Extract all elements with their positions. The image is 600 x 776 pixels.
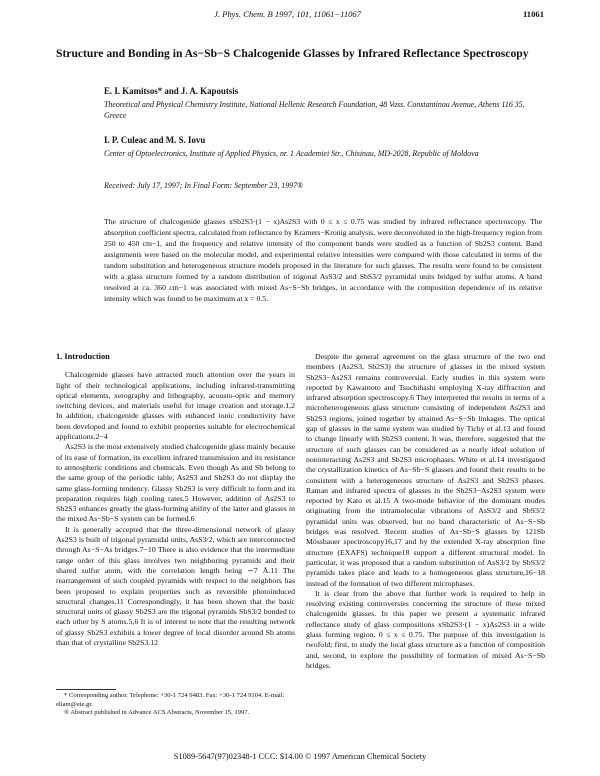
paragraph: Despite the general agreement on the glass structure of the two end members (As2S3, Sb2S3) the structure of glasses in the mixed system Sb2S3−As2S3 remains controversial. Early studies in this system were reported by Kawamoto and Tsuchihashi employing X-ray diffraction and infrared absorption spectroscopy.6 They interpreted the results in terms of a microheterogeneous glass structure consisting of independent As2S3 and Sb2S3 regions, joined together by strained As−S−Sb linkages. The optical gap of glasses in the same system was studied by Tichy et al.13 and found to change linearly with Sb2S3 content. It was, therefore, suggested that the structure of such glasses can be considered as a nearly ideal solution of noninteracting As2S3 and Sb2S3 microphases. White et al.14 investigated the crystallization kinetics of As−Sb−S glasses and found their results to be consistent with a heterogeneous structure of As2S3 and Sb2S3 phases. Raman and infrared spectra of glasses in the Sb2S3−As2S3 system were reported by Kato et al.15 A two-mode behavior of the dominant modes originating from the intramolecular vibrations of AsS3/2 and SbS3/2 pyramidal units was observed, but no band characteristic of As−S−Sb bridges was resolved. Recent studies of As−Sb−S glasses by 121Sb Mössbauer spectroscopy16,17 and by the extended X-ray absorption fine structure (EXAFS) technique18 support a different structural model. In particular, it was proposed that a random substitution of AsS3/2 by SbS3/2 pyramids takes place and leads to a homogeneous glass structure,16−18 instead of the formation of two different microphases. (306, 352, 545, 588)
paragraph: It is clear from the above that further work is required to help in resolving existing controversies concerning the structure of these mixed chalcogenide glasses. In this paper we present a systematic infrared reflectance study of glass compositions xSb2S3·(1 − x)As2S3 in a wide glass forming region, 0 ≤ x ≤ 0.75. The purpose of this investigation is twofold; first, to study the local glass structure as a function of composition and, second, to explore the possibility of formation of mixed As−S−Sb bridges. (306, 588, 545, 670)
paragraph: As2S3 is the most extensively studied chalcogenide glass mainly because of its ease of formation, its excellent infrared transmission and its resistance to atmospheric conditions and chemicals. Even though As and Sb belong to the same group of the periodic table, As2S3 and Sb2S3 do not display the same glass-forming tendency. Glassy Sb2S3 is very difficult to form and its preparation requires high cooling rates.5 However, addition of As2S3 to Sb2S3 enhances greatly the glass-forming ability of the latter and glasses in the mixed As−Sb−S system can be formed.6 (56, 442, 295, 524)
paragraph: Chalcogenide glasses have attracted much attention over the years in light of their technological applications, including infrared-transmitting optical elements, xerography and lithography, acousto-optic and memory switching devices, and materials useful for image creation and storage.1,2 In addition, chalcogenide glasses with enhanced ionic conductivity have been developed and found to exhibit properties suitable for electrochemical applications.2−4 (56, 370, 295, 442)
page-number: 11061 (522, 9, 544, 19)
footnote-abstract-published: ® Abstract published in Advance ACS Abstracts, November 15, 1997. (64, 709, 250, 717)
footnotes (56, 692, 295, 718)
running-head (56, 9, 544, 23)
section-heading: 1. Introduction (56, 352, 110, 361)
footnote-divider (56, 689, 116, 690)
journal-citation: J. Phys. Chem. B 1997, 101, 11061−11067 (214, 9, 362, 19)
article-title: Structure and Bonding in As−Sb−S Chalcogenide Glasses by Infrared Reflectance Spectroscopy (56, 47, 529, 60)
copyright-line: S1089-5647(97)02348-1 CCC: $14.00 © 1997 American Chemical Society (173, 752, 427, 761)
abstract: The structure of chalcogenide glasses xSb2S3·(1 − x)As2S3 with 0 ≤ x ≤ 0.75 was studied by infrared reflectance spectroscopy. The absorption coefficient spectra, calculated from reflectance by Kramers−Kronig analysis, were deconvoluted in the high-frequency region from 250 to 450 cm−1, and the frequency and relative intensity of the component bands were studied as a function of Sb2S3 content. Band assignments were based on the molecular model, and experimental relative intensities were compared with those calculated in terms of the random substitution and heterogeneous structure models proposed in the literature for such glasses. The results were found to be consistent with a glass structure formed by a random distribution of trigonal AsS3/2 and SbS3/2 pyramidal units bridged by sulfur atoms. A band resolved at ca. 360 cm−1 was associated with mixed As−S−Sb bridges, in accordance with the composition dependence of its relative intensity which was found to be maximum at x = 0.5. (104, 217, 542, 303)
received-dates: Received: July 17, 1997; In Final Form: September 23, 1997® (104, 181, 304, 190)
right-column (306, 352, 545, 671)
author-names-2: I. P. Culeac and M. S. Iovu (104, 135, 206, 145)
left-column (56, 352, 295, 648)
footnote-corresponding-author: * Corresponding author. Telephone: +30-1 724 9483. Fax: +30-1 724 9104. E-mail: eliam@eie.gr. (56, 692, 285, 708)
author-names-1: E. I. Kamitsos* and J. A. Kapoutsis (104, 86, 239, 96)
paragraph: It is generally accepted that the three-dimensional network of glassy As2S3 is built of trigonal pyramidal units, AsS3/2, which are interconnected through As−S−As bridges.7−10 There is also evidence that the intermediate range order of this glass involves two neighboring pyramids and their shared sulfur atom, with the correlation length being ∼7 Å.11 The rearrangement of such coupled pyramids with respect to the neighbors has been proposed to explain properties such as reversible photoinduced structural changes.11 Correspondingly, it has been shown that the basic structural units of glassy Sb2S3 are the trigonal pyramids SbS3/2 bonded to each other by S atoms.5,6 It is of interest to note that the resulting network of glassy Sb2S3 exhibits a lower degree of local disorder around Sb atoms than that of crystalline Sb2S3.12 (56, 524, 295, 648)
affiliation-2: Center of Optoelectronics, Institute of Applied Physics, nr. 1 Academiei Str., Chisinau, MD-2028, Republic of Moldova (104, 149, 479, 158)
affiliation-1: Theoretical and Physical Chemistry Institute, National Hellenic Research Foundation, 48 Vass. Constantinou Avenue, Athens 116 35, Greece (104, 100, 525, 120)
